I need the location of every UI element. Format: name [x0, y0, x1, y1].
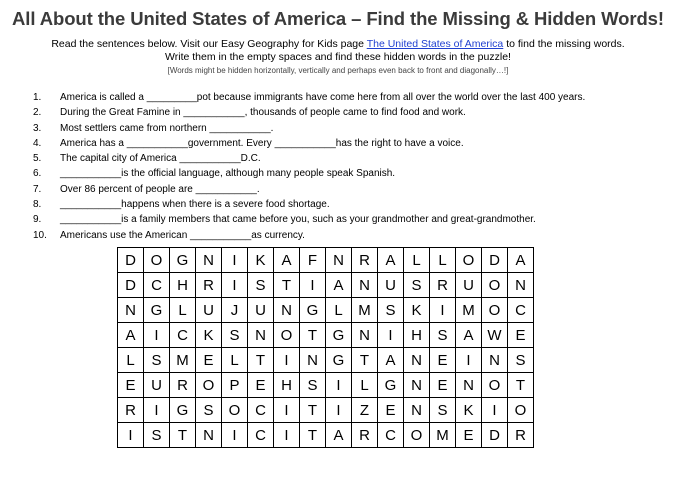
grid-letter-cell: R	[508, 423, 534, 448]
grid-letter-cell: O	[482, 273, 508, 298]
grid-letter-cell: O	[274, 323, 300, 348]
grid-letter-cell: R	[352, 423, 378, 448]
grid-letter-cell: E	[118, 373, 144, 398]
grid-letter-cell: N	[196, 423, 222, 448]
grid-letter-cell: K	[404, 298, 430, 323]
question-item	[33, 123, 633, 138]
grid-letter-cell: E	[196, 348, 222, 373]
question-item	[33, 230, 633, 245]
grid-letter-cell: G	[326, 348, 352, 373]
grid-letter-cell: O	[456, 248, 482, 273]
grid-letter-cell: T	[248, 348, 274, 373]
grid-letter-cell: T	[508, 373, 534, 398]
grid-letter-cell: N	[456, 373, 482, 398]
question-number: 5.	[33, 153, 42, 165]
grid-letter-cell: W	[482, 323, 508, 348]
grid-letter-cell: I	[274, 348, 300, 373]
grid-letter-cell: O	[404, 423, 430, 448]
grid-letter-cell: U	[248, 298, 274, 323]
grid-letter-cell: A	[118, 323, 144, 348]
grid-letter-cell: I	[274, 398, 300, 423]
grid-row	[118, 348, 534, 373]
grid-letter-cell: I	[144, 323, 170, 348]
grid-letter-cell: Z	[352, 398, 378, 423]
question-number: 9.	[33, 214, 42, 226]
grid-letter-cell: M	[456, 298, 482, 323]
grid-letter-cell: C	[508, 298, 534, 323]
grid-letter-cell: I	[430, 298, 456, 323]
grid-row	[118, 323, 534, 348]
question-item	[33, 138, 633, 153]
grid-letter-cell: C	[170, 323, 196, 348]
grid-letter-cell: L	[118, 348, 144, 373]
grid-letter-cell: I	[222, 423, 248, 448]
grid-letter-cell: S	[222, 323, 248, 348]
grid-letter-cell: G	[170, 398, 196, 423]
grid-row	[118, 373, 534, 398]
question-item	[33, 168, 633, 183]
hint-note: [Words might be hidden horizontally, vertically and perhaps even back to front and diagonally…!]	[167, 66, 509, 75]
grid-letter-cell: I	[326, 398, 352, 423]
grid-letter-cell: N	[404, 348, 430, 373]
grid-letter-cell: A	[274, 248, 300, 273]
grid-letter-cell: N	[404, 398, 430, 423]
question-text: ___________happens when there is a severe food shortage.	[60, 199, 330, 211]
grid-letter-cell: G	[170, 248, 196, 273]
grid-letter-cell: E	[378, 398, 404, 423]
grid-row	[118, 398, 534, 423]
grid-letter-cell: L	[404, 248, 430, 273]
grid-letter-cell: T	[352, 348, 378, 373]
grid-letter-cell: M	[430, 423, 456, 448]
grid-letter-cell: O	[482, 298, 508, 323]
grid-letter-cell: L	[430, 248, 456, 273]
question-number: 2.	[33, 107, 42, 119]
grid-letter-cell: N	[118, 298, 144, 323]
question-item	[33, 184, 633, 199]
grid-letter-cell: C	[378, 423, 404, 448]
grid-letter-cell: K	[456, 398, 482, 423]
grid-letter-cell: U	[144, 373, 170, 398]
grid-letter-cell: U	[378, 273, 404, 298]
question-number: 7.	[33, 183, 42, 195]
grid-letter-cell: P	[222, 373, 248, 398]
grid-letter-cell: H	[274, 373, 300, 398]
grid-letter-cell: J	[222, 298, 248, 323]
grid-letter-cell: E	[248, 373, 274, 398]
grid-letter-cell: O	[144, 248, 170, 273]
grid-letter-cell: S	[430, 323, 456, 348]
grid-letter-cell: U	[196, 298, 222, 323]
grid-letter-cell: N	[352, 323, 378, 348]
grid-letter-cell: L	[222, 348, 248, 373]
grid-letter-cell: L	[352, 373, 378, 398]
grid-letter-cell: S	[196, 398, 222, 423]
grid-letter-cell: K	[196, 323, 222, 348]
question-text: ___________is a family members that came before you, such as your grandmother and great-grandmother.	[60, 214, 536, 226]
grid-letter-cell: E	[430, 373, 456, 398]
grid-letter-cell: N	[482, 348, 508, 373]
question-number: 10.	[33, 229, 47, 241]
question-text: America has a ___________government. Every ___________has the right to have a voice.	[60, 137, 464, 149]
question-item	[33, 214, 633, 229]
grid-letter-cell: N	[196, 248, 222, 273]
question-text: Over 86 percent of people are ___________.	[60, 183, 260, 195]
question-number: 4.	[33, 137, 42, 149]
grid-letter-cell: D	[118, 248, 144, 273]
grid-letter-cell: E	[456, 423, 482, 448]
question-number: 3.	[33, 122, 42, 134]
grid-letter-cell: I	[300, 273, 326, 298]
instructions-line-2: Write them in the empty spaces and find these hidden words in the puzzle!	[165, 51, 511, 63]
question-number: 1.	[33, 92, 42, 103]
question-item	[33, 107, 633, 122]
question-text: Most settlers came from northern ___________.	[60, 122, 274, 134]
grid-letter-cell: E	[430, 348, 456, 373]
grid-letter-cell: L	[170, 298, 196, 323]
grid-letter-cell: S	[144, 423, 170, 448]
question-text: During the Great Famine in ___________, thousands of people came to find food and work.	[60, 107, 466, 119]
grid-letter-cell: F	[300, 248, 326, 273]
grid-letter-cell: H	[404, 323, 430, 348]
grid-row	[118, 248, 534, 273]
grid-letter-cell: N	[248, 323, 274, 348]
grid-letter-cell: S	[404, 273, 430, 298]
grid-letter-cell: G	[144, 298, 170, 323]
instructions	[0, 38, 676, 64]
grid-letter-cell: N	[352, 273, 378, 298]
grid-letter-cell: T	[300, 323, 326, 348]
grid-letter-cell: A	[378, 348, 404, 373]
grid-letter-cell: S	[430, 398, 456, 423]
grid-letter-cell: N	[508, 273, 534, 298]
usa-page-link[interactable]: The United States of America	[366, 38, 504, 50]
grid-letter-cell: A	[326, 273, 352, 298]
grid-letter-cell: O	[196, 373, 222, 398]
grid-letter-cell: I	[118, 423, 144, 448]
grid-letter-cell: A	[508, 248, 534, 273]
grid-letter-cell: T	[300, 398, 326, 423]
grid-letter-cell: A	[456, 323, 482, 348]
instructions-text-after: to find the missing words.	[503, 38, 625, 50]
grid-letter-cell: T	[274, 273, 300, 298]
grid-letter-cell: G	[326, 323, 352, 348]
grid-letter-cell: C	[144, 273, 170, 298]
question-text: ___________is the official language, although many people speak Spanish.	[60, 168, 396, 180]
grid-letter-cell: N	[274, 298, 300, 323]
grid-letter-cell: M	[352, 298, 378, 323]
grid-letter-cell: O	[508, 398, 534, 423]
instructions-line-1	[0, 38, 676, 51]
worksheet-title: All About the United States of America – Find the Missing & Hidden Words!	[12, 8, 664, 29]
grid-letter-cell: D	[482, 423, 508, 448]
grid-letter-cell: L	[326, 298, 352, 323]
question-text: The capital city of America ___________D.C.	[60, 153, 261, 165]
grid-letter-cell: R	[352, 248, 378, 273]
grid-letter-cell: I	[274, 423, 300, 448]
grid-letter-cell: E	[508, 323, 534, 348]
grid-letter-cell: D	[118, 273, 144, 298]
grid-row	[118, 273, 534, 298]
grid-letter-cell: I	[326, 373, 352, 398]
grid-row	[118, 423, 534, 448]
grid-letter-cell: U	[456, 273, 482, 298]
grid-letter-cell: I	[222, 248, 248, 273]
question-item	[33, 153, 633, 168]
grid-letter-cell: S	[144, 348, 170, 373]
question-number: 8.	[33, 199, 42, 211]
grid-letter-cell: I	[144, 398, 170, 423]
question-item	[33, 199, 633, 214]
grid-letter-cell: C	[248, 398, 274, 423]
grid-letter-cell: O	[482, 373, 508, 398]
grid-letter-cell: A	[326, 423, 352, 448]
instructions-text-before: Read the sentences below. Visit our Easy Geography for Kids page	[51, 38, 367, 50]
grid-letter-cell: R	[170, 373, 196, 398]
grid-letter-cell: R	[118, 398, 144, 423]
grid-row	[118, 298, 534, 323]
grid-letter-cell: M	[170, 348, 196, 373]
question-text: Americans use the American ___________as currency.	[60, 229, 305, 241]
grid-letter-cell: I	[456, 348, 482, 373]
grid-letter-cell: R	[196, 273, 222, 298]
grid-letter-cell: C	[248, 423, 274, 448]
grid-letter-cell: O	[222, 398, 248, 423]
word-search-grid	[117, 247, 534, 448]
grid-letter-cell: R	[430, 273, 456, 298]
grid-letter-cell: D	[482, 248, 508, 273]
grid-letter-cell: A	[378, 248, 404, 273]
grid-letter-cell: S	[300, 373, 326, 398]
grid-letter-cell: N	[326, 248, 352, 273]
grid-letter-cell: T	[300, 423, 326, 448]
grid-letter-cell: H	[170, 273, 196, 298]
question-text: America is called a _________pot because immigrants have come here from all over the world over the last 400 years.	[60, 92, 586, 103]
question-list	[33, 92, 633, 245]
grid-letter-cell: K	[248, 248, 274, 273]
grid-letter-cell: S	[248, 273, 274, 298]
grid-letter-cell: N	[404, 373, 430, 398]
question-number: 6.	[33, 168, 42, 180]
grid-letter-cell: I	[222, 273, 248, 298]
grid-letter-cell: S	[508, 348, 534, 373]
grid-letter-cell: G	[300, 298, 326, 323]
grid-letter-cell: I	[482, 398, 508, 423]
grid-letter-cell: T	[170, 423, 196, 448]
grid-letter-cell: S	[378, 298, 404, 323]
question-item	[33, 92, 633, 107]
grid-letter-cell: N	[300, 348, 326, 373]
grid-letter-cell: I	[378, 323, 404, 348]
grid-letter-cell: G	[378, 373, 404, 398]
